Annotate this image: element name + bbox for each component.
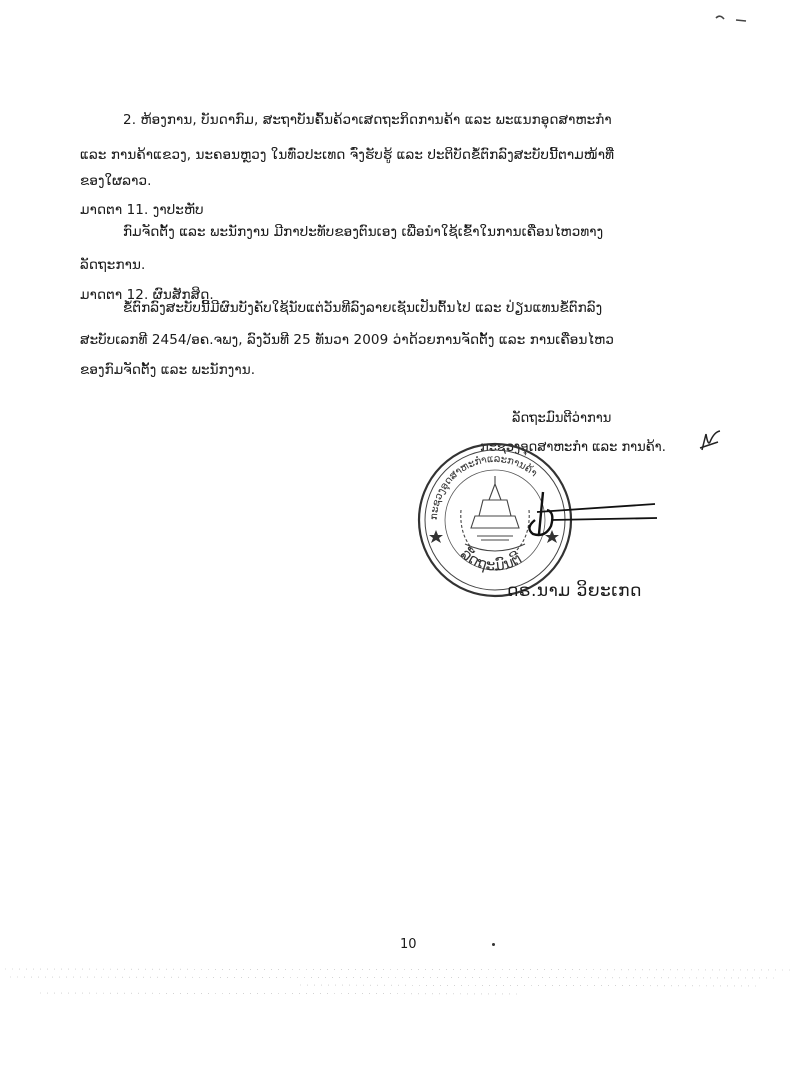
signatory-name: ດຣ.ນາມ ວິຍະເກດ: [507, 581, 642, 601]
handwritten-signature: [515, 482, 665, 542]
signature-title-ministry: ກະຊວງອຸດສາຫະກຳ ແລະ ການຄ້າ.: [480, 440, 666, 455]
seal-ring-text: ກະຊວງອຸດສາຫະກຳແລະການຄ້າ: [428, 453, 540, 521]
scan-noise-band: [0, 965, 795, 1005]
signature-title-minister: ລັດຖະມົນຕີວ່າການ: [512, 411, 612, 426]
initial-mark: [694, 428, 724, 458]
page-number: 10: [400, 937, 417, 952]
article12-heading: ມາດຕາ 12. ຜົນສັກສິດ.: [80, 287, 214, 303]
corner-scan-marks: [712, 10, 762, 30]
article11-line2: ລັດຖະການ.: [80, 257, 146, 273]
scan-dot: [492, 943, 495, 946]
article11-line1: ກົມຈັດຕັ້ງ ແລະ ພະນັກງານ ມີກາປະທັບຂອງຕົນເອງ ເພື່ອນຳໃຊ້ເຂົ້າໃນການເຄື່ອນໄຫວທາງ: [123, 224, 604, 240]
seal-bottom-text: ລັດຖະມົນຕີ: [457, 544, 525, 575]
para2-line2: ແລະ ການຄ້າແຂວງ, ນະຄອນຫຼວງ ໃນທົ່ວປະເທດ ຈົ່ງຮັບຮູ້ ແລະ ປະຕິບັດຂໍ້ຕົກລົງສະບັບນີ້ຕາມໜ້າທີ່: [80, 147, 615, 163]
article11-heading: ມາດຕາ 11. ງາປະຫັບ: [80, 202, 204, 218]
article12-line3: ຂອງກົມຈັດຕັ້ງ ແລະ ພະນັກງານ.: [80, 362, 256, 378]
para2-line3: ຂອງໃຜລາວ.: [80, 173, 152, 189]
para2-line1: 2. ຫ້ອງການ, ບັນດາກົມ, ສະຖາບັນຄົ້ນຄ້ວາເສດຖະກິດການຄ້າ ແລະ ພະແນກອຸດສາຫະກຳ: [123, 112, 612, 128]
article12-line1: ຂໍ້ຕົກລົງສະບັບນີ້ມີຜົນບັງຄັບໃຊ້ນັບແຕ່ວັນທີລົງລາຍເຊັນເປັນຕົ້ນໄປ ແລະ ປ່ຽນແທນຂໍ້ຕົກລົງ: [123, 300, 603, 316]
article12-line2: ສະບັບເລກທີ 2454/ອຄ.ຈພງ, ລົງວັນທີ 25 ທັນວາ 2009 ວ່າດ້ວຍການຈັດຕັ້ງ ແລະ ການເຄື່ອນໄຫວ: [80, 332, 614, 348]
